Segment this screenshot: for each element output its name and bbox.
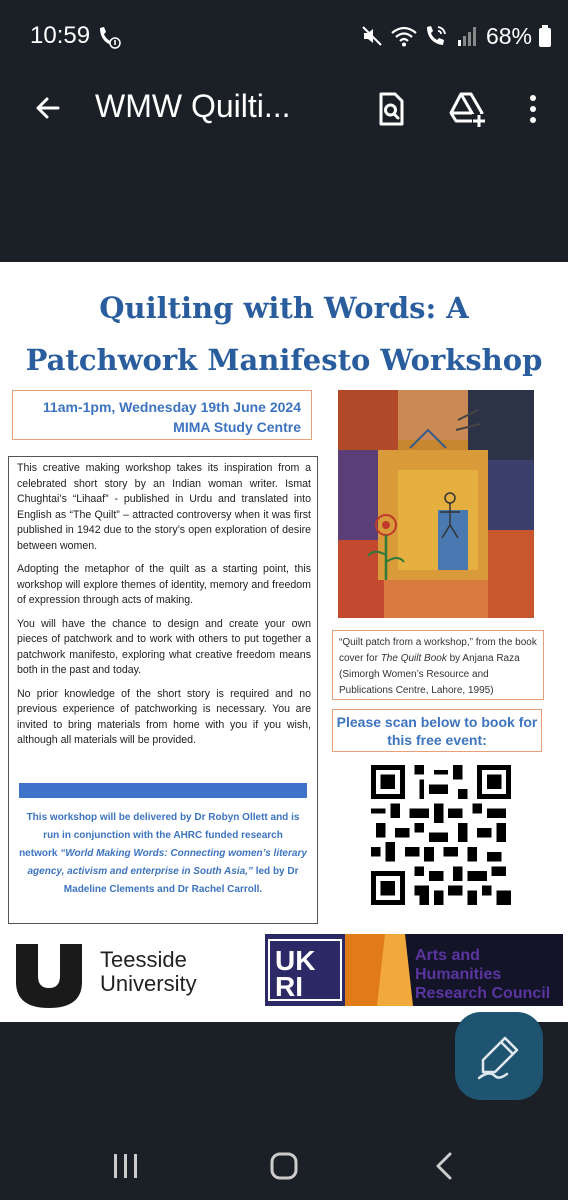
status-icons bbox=[360, 22, 552, 50]
ukri-ahrc-logo bbox=[265, 934, 563, 1006]
paragraph: You will have the chance to design and create your own pieces of patchwork and to work with others to put together a patchwork manifesto, exploring what creative freedom means both in the past and today. bbox=[17, 617, 311, 676]
description-box bbox=[8, 456, 318, 924]
credits: This workshop will be delivered by Dr Robyn Ollett and is run in conjunction with the AHRC funded research network “World Making Words: Connecting women’s literary agency, activism and enterprise in South Asia,” led by Dr Madeline Clements and Dr Rachel Carroll. bbox=[19, 812, 307, 895]
teesside-logo-icon bbox=[14, 938, 84, 1008]
quilt-patch-image bbox=[338, 390, 534, 618]
battery-level: 68% bbox=[485, 22, 532, 49]
poster-title: Quilting with Words: A Patchwork Manifesto Workshop bbox=[25, 291, 543, 377]
teesside-wordmark: Teesside University bbox=[100, 947, 197, 996]
search-document-icon[interactable] bbox=[372, 90, 410, 128]
battery-icon bbox=[538, 24, 552, 48]
event-venue: MIMA Study Centre bbox=[173, 419, 301, 435]
back-arrow-icon[interactable] bbox=[28, 88, 68, 128]
edit-pen-icon bbox=[455, 1012, 543, 1100]
more-vert-icon[interactable] bbox=[514, 90, 552, 128]
signal-bars-icon bbox=[456, 24, 478, 48]
document-page[interactable] bbox=[0, 262, 568, 1022]
paragraph: Adopting the metaphor of the quilt as a starting point, this workshop will explore themes of identity, memory and freedom of expression through acts of making. bbox=[17, 563, 311, 606]
ukri-text-bottom: RI bbox=[275, 971, 303, 1002]
paragraph: This creative making workshop takes its inspiration from a celebrated short story by an Indian woman writer. Ismat Chughtai’s “Lihaaf” - published in Urdu and translated into English as “The Quilt” – attracted controversy when it was first published in 1942 due to the story’s open exploration of desire between women. bbox=[17, 462, 311, 552]
divider-bar bbox=[19, 783, 307, 798]
edit-fab-button[interactable] bbox=[455, 1012, 543, 1100]
mute-icon bbox=[360, 24, 384, 48]
ahrc-wordmark: Arts and Humanities Research Council bbox=[415, 947, 551, 1002]
event-date: 11am-1pm, Wednesday 19th June 2024 bbox=[42, 399, 301, 415]
scan-prompt: Please scan below to book for this free event: bbox=[332, 709, 542, 752]
home-icon[interactable] bbox=[264, 1146, 304, 1186]
book-title: The Quilt Book bbox=[380, 653, 447, 664]
wifi-icon bbox=[390, 24, 418, 48]
qr-code-icon bbox=[371, 765, 511, 905]
document-title: WMW Quilti... bbox=[95, 88, 291, 124]
drive-add-icon[interactable] bbox=[448, 90, 486, 128]
recent-apps-icon[interactable] bbox=[106, 1146, 146, 1186]
back-icon[interactable] bbox=[424, 1146, 464, 1186]
status-time: 10:59 bbox=[30, 22, 91, 49]
app-bar bbox=[0, 72, 568, 150]
network-name: “World Making Words: Connecting women’s literary agency, activism and enterprise in South Asia,” bbox=[27, 848, 307, 877]
ukri-text-top: UK bbox=[275, 945, 316, 976]
wifi-calling-icon bbox=[96, 24, 122, 50]
call-signal-icon bbox=[424, 24, 450, 48]
date-venue-box bbox=[12, 390, 312, 440]
image-caption: “Quilt patch from a workshop,” from the book cover for The Quilt Book by Anjana Raza (Simorgh Women’s Resource and Publications Centre, Lahore, 1995) bbox=[332, 630, 544, 700]
navigation-bar bbox=[0, 1124, 568, 1200]
status-bar bbox=[0, 0, 568, 72]
paragraph: No prior knowledge of the short story is required and no previous experience of patchworking is necessary. You are invited to bring materials from home with you if you wish, although all materials will be provided. bbox=[17, 687, 311, 746]
